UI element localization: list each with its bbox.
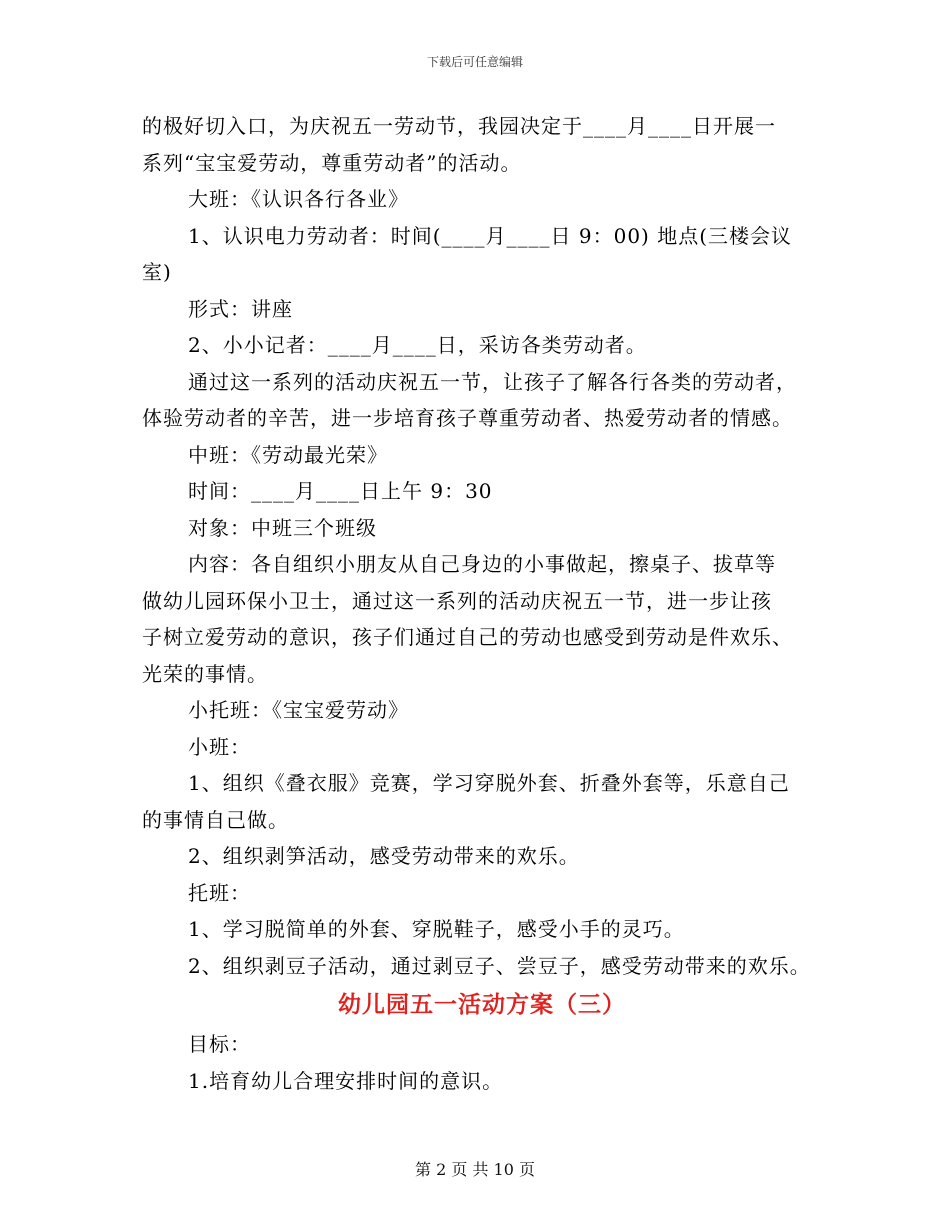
paragraph-line: 2、组织剥笋活动，感受劳动带来的欢乐。 <box>188 844 580 868</box>
paragraph-line: 形式：讲座 <box>188 296 293 321</box>
paragraph-line: 光荣的事情。 <box>142 661 268 686</box>
paragraph-line: 2、组织剥豆子活动，通过剥豆子、尝豆子，感受劳动带来的欢乐。 <box>188 953 811 978</box>
paragraph-line: 内容：各自组织小朋友从自己身边的小事做起，擦桌子、拔草等 <box>188 552 776 576</box>
paragraph-line: 时间：____月____日上午 9：30 <box>188 479 493 503</box>
paragraph-line: 做幼儿园环保小卫士，通过这一系列的活动庆祝五一节，进一步让孩 <box>142 588 772 613</box>
paragraph-line: 1、认识电力劳动者：时间(____月____日 9：00) 地点(三楼会议 <box>188 223 793 248</box>
paragraph-line: 1、组织《叠衣服》竞赛，学习穿脱外套、折叠外套等，乐意自己 <box>188 771 790 795</box>
paragraph-line: 通过这一系列的活动庆祝五一节，让孩子了解各行各类的劳动者， <box>188 369 797 394</box>
section-title: 幼儿园五一活动方案（三） <box>338 992 626 1018</box>
paragraph-line: 室) <box>142 260 172 284</box>
paragraph-line: 对象：中班三个班级 <box>188 515 377 540</box>
paragraph-line: 托班： <box>188 880 251 905</box>
class-heading-middle: 中班：《劳动最光荣》 <box>188 442 388 467</box>
paragraph-line: 小班： <box>188 734 251 759</box>
paragraph-line: 1、学习脱简单的外套、穿脱鞋子，感受小手的灵巧。 <box>188 917 685 941</box>
class-heading-junior: 小托班：《宝宝爱劳动》 <box>188 698 409 722</box>
document-body <box>142 108 822 1099</box>
paragraph-line: 的事情自己做。 <box>142 807 289 832</box>
paragraph-line: 体验劳动者的辛苦，进一步培育孩子尊重劳动者、热爱劳动者的情感。 <box>142 406 793 430</box>
paragraph-line: 目标： <box>188 1032 251 1056</box>
paragraph-line: 的极好切入口，为庆祝五一劳动节，我园决定于____月____日开展一 <box>142 114 776 138</box>
page-header: 下载后可任意编辑 <box>426 55 523 69</box>
page-footer: 第 2 页 共 10 页 <box>415 1160 535 1179</box>
paragraph-line: 系列“宝宝爱劳动，尊重劳动者”的活动。 <box>142 150 522 175</box>
paragraph-line: 1.培育幼儿合理安排时间的意识。 <box>188 1068 504 1093</box>
class-heading-senior: 大班：《认识各行各业》 <box>188 187 409 211</box>
paragraph-line: 子树立爱劳动的意识，孩子们通过自己的劳动也感受到劳动是件欢乐、 <box>142 625 793 649</box>
paragraph-line: 2、小小记者：____月____日，采访各类劳动者。 <box>188 333 647 357</box>
